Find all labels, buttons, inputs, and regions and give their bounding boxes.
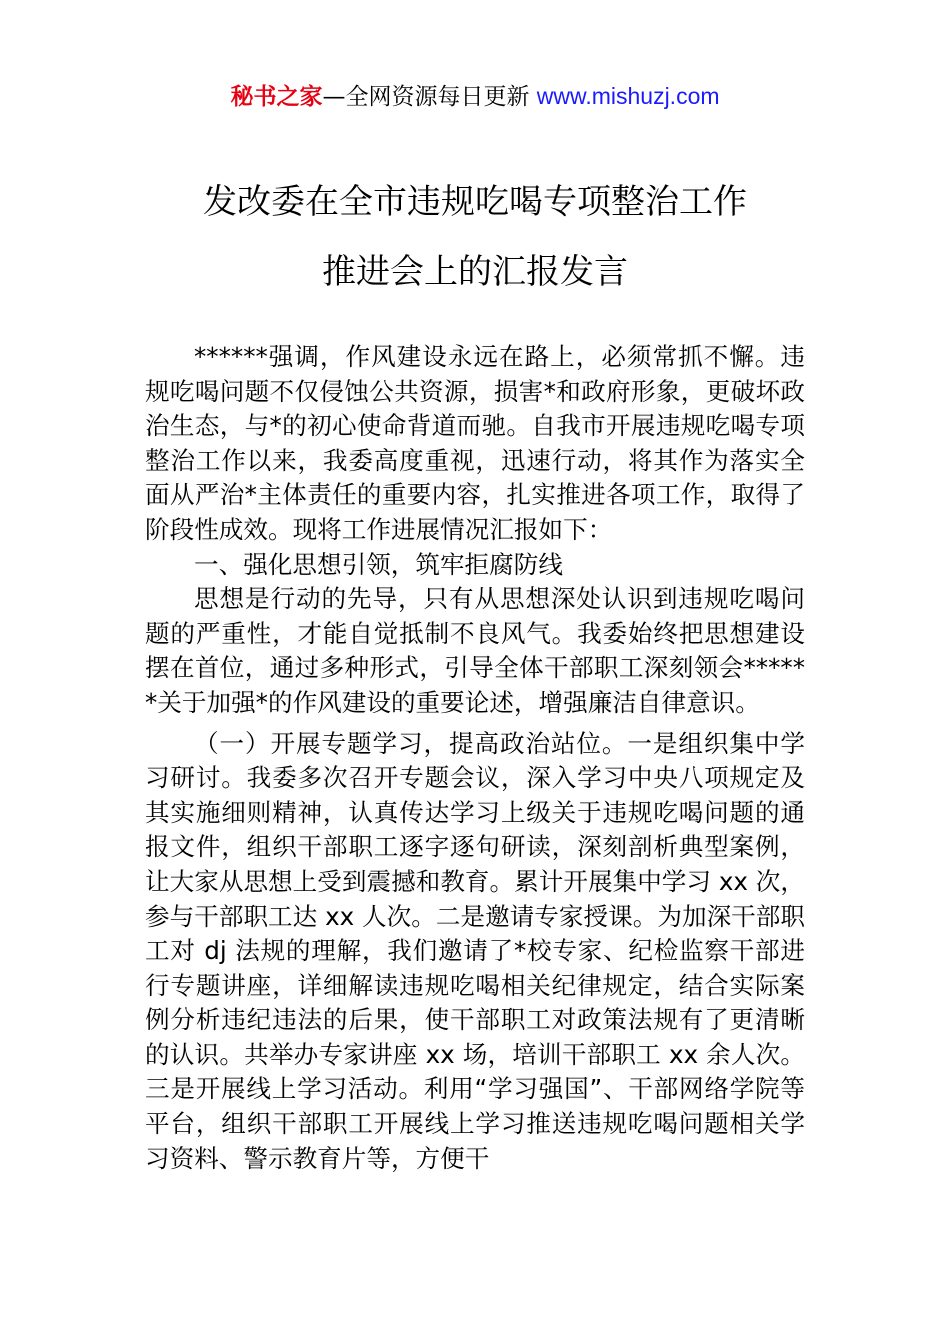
site-tagline: —全网资源每日更新: [322, 84, 530, 110]
section-heading-1: 一、强化思想引领，筑牢拒腐防线: [194, 549, 563, 579]
paragraph-subsection-1: （一）开展专题学习，提高政治站位。一是组织集中学习研讨。我委多次召开专题会议，深入学习中央八项规定及其实施细则精神，认真传达学习上级关于违规吃喝问题的通报文件，组织干部职工逐字逐句研读，深刻剖析典型案例，让大家从思想上受到震撼和教育。累计开展集中学习 xx 次，参与干部职工达 xx 人次。二是邀请专家授课。为加深干部职工对 dj 法规的理解，我们邀请了*校专家、纪检监察干部进行专题讲座，详细解读违规吃喝相关纪律规定，结合实际案例分析违纪违法的后果，使干部职工对政策法规有了更清晰的认识。共举办专家讲座 xx 场，培训干部职工 xx 余人次。三是开展线上学习活动。利用“学习强国”、干部网络学院等平台，组织干部职工开展线上学习推送违规吃喝问题相关学习资料、警示教育片等，方便干: [145, 728, 805, 1173]
paragraph-section-1: 思想是行动的先导，只有从思想深处认识到违规吃喝问题的严重性，才能自觉抵制不良风气。我委始终把思想建设摆在首位，通过多种形式，引导全体干部职工深刻领会******关于加强*的作风建设的重要论述，增强廉洁自律意识。: [145, 584, 805, 717]
site-url-link[interactable]: www.mishuzj.com: [536, 83, 720, 109]
document-title-line-2: 推进会上的汇报发言: [322, 252, 628, 292]
document-body: [145, 340, 805, 1176]
document-title-line-1: 发改委在全市违规吃喝专项整治工作: [203, 182, 747, 222]
site-brand: 秘书之家: [230, 84, 323, 110]
site-header: [0, 80, 950, 113]
paragraph-intro: ******强调，作风建设永远在路上，必须常抓不懈。违规吃喝问题不仅侵蚀公共资源，损害*和政府形象，更破坏政治生态，与*的初心使命背道而驰。自我市开展违规吃喝专项整治工作以来，我委高度重视，迅速行动，将其作为落实全面从严治*主体责任的重要内容，扎实推进各项工作，取得了阶段性成效。现将工作进展情况汇报如下：: [145, 342, 805, 544]
